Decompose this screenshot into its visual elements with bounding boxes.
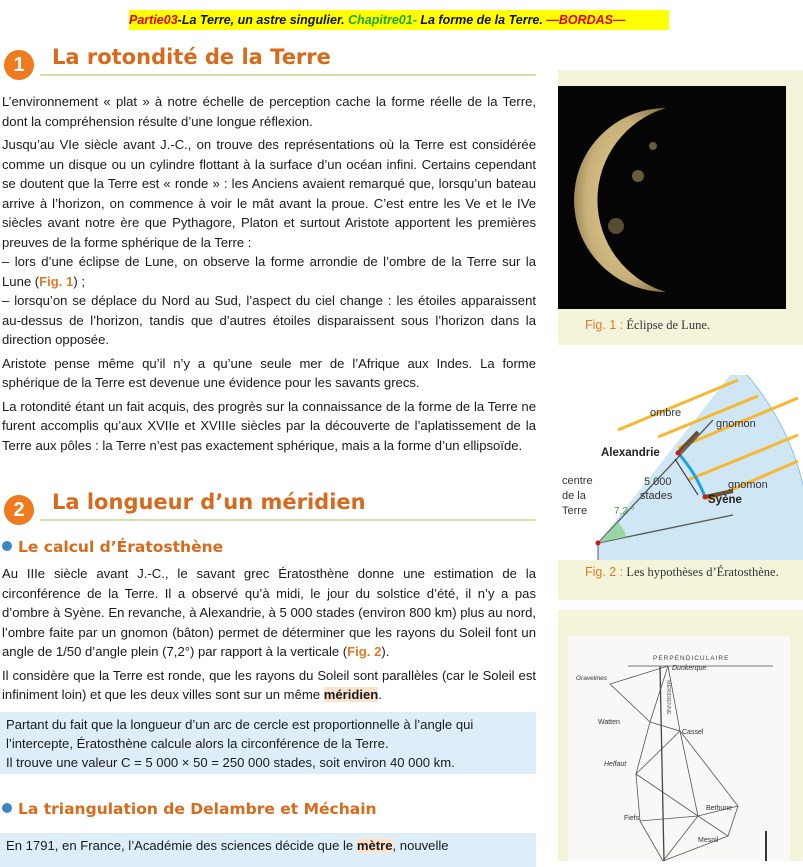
triangulation-map xyxy=(568,636,790,861)
section-1-title: La rotondité de la Terre xyxy=(52,45,331,69)
section-2-title: La longueur d’un méridien xyxy=(52,490,366,514)
bullet-icon xyxy=(2,541,12,551)
eratosthene-summary-box xyxy=(0,712,536,774)
section-1-rule xyxy=(40,74,536,76)
publisher: —BORDAS— xyxy=(546,13,626,27)
s2-p2-end: . xyxy=(378,687,382,702)
label-angle: 7,2 ° xyxy=(614,506,635,517)
fig2-caption-text: Les hypothèses d’Ératosthène. xyxy=(626,565,779,579)
fig1-reference[interactable]: Fig. 1 xyxy=(39,273,74,289)
section-2-number: 2 xyxy=(4,495,34,525)
label-gnomon-1: gnomon xyxy=(716,418,756,430)
label-fiefs: Fiefs xyxy=(624,815,640,822)
part-title: -La Terre, un astre singulier. xyxy=(177,13,345,27)
s1-paragraph-2b xyxy=(2,252,536,291)
eratosthene-diagram xyxy=(558,375,803,560)
label-gnomon-2: gnomon xyxy=(728,479,768,491)
fig1-caption xyxy=(585,318,710,333)
s2-p2-text: Il considère que la Terre est ronde, que les rayons du Soleil sont parallèles (car le Soleil est infiniment loin) et que les deux villes sont sur un même xyxy=(2,667,536,702)
label-cassel: Cassel xyxy=(682,729,704,736)
s2-p3-end: , nouvelle xyxy=(392,838,449,853)
subsection-triangulation xyxy=(2,800,377,818)
subsection-triangulation-title: La triangulation de Delambre et Méchain xyxy=(18,800,377,818)
s2-p3-text: En 1791, en France, l’Académie des sciences décide que le xyxy=(6,838,357,853)
fig1-caption-text: Éclipse de Lune. xyxy=(626,318,710,332)
fig2-caption xyxy=(585,565,779,580)
label-centre-3: Terre xyxy=(562,505,588,517)
section-2-body xyxy=(2,564,536,709)
label-mesnil: Mesnil xyxy=(698,837,719,844)
fig2-label: Fig. 2 : xyxy=(585,565,624,579)
s2-paragraph-2 xyxy=(2,666,536,705)
label-distance-2: stades xyxy=(640,490,673,502)
s1-eclipse-end: ) ; xyxy=(73,273,85,289)
s1-paragraph-2: Jusqu’au VIe siècle avant J.-C., on trouve des représentations où la Terre est considérée comme un disque ou un cylindre flottant à la surface d’un océan infini. Certains cependant se doutent que la Terre est « ronde » : les Anciens avaient remarqué que, lorsqu’un bateau arrive à l’horizon, on commence à voir le mât avant la proue. C’est entre les Ve et le IVe siècles avant notre ère que Pythagore, Platon et surtout Aristote apportent les premières preuves de la forme sphérique de la Terre : xyxy=(2,137,536,250)
section-2-rule xyxy=(40,519,536,521)
label-helfaut: Helfaut xyxy=(604,761,627,768)
label-meridienne: MERIDIENNE xyxy=(665,680,671,715)
label-distance-1: 5 000 xyxy=(644,476,672,488)
bullet-icon xyxy=(2,803,12,813)
part-number: Partie03 xyxy=(129,13,178,27)
label-watten: Watten xyxy=(598,719,620,726)
label-bethune: Bethune xyxy=(706,805,733,812)
label-centre-1: centre xyxy=(562,475,593,487)
s1-paragraph-3: Aristote pense même qu’il n’y a qu’une seule mer de l’Afrique aux Indes. La forme sphérique de la Terre est devenue une évidence pour les savants grecs. xyxy=(2,355,536,390)
section-1-number: 1 xyxy=(4,50,34,80)
label-perpendiculaire: PERPENDICULAIRE xyxy=(653,655,730,662)
label-alexandrie: Alexandrie xyxy=(601,447,660,459)
s1-paragraph-1: L’environnement « plat » à notre échelle de perception cache la forme réelle de la Terre, dont la compréhension résulte d’une longue réflexion. xyxy=(2,94,536,129)
s2-p1-end: ). xyxy=(381,644,390,659)
fig2-reference[interactable]: Fig. 2 xyxy=(347,644,382,659)
fig1-label: Fig. 1 : xyxy=(585,318,624,332)
label-syene: Syène xyxy=(708,494,742,506)
keyword-metre[interactable]: mètre xyxy=(356,838,393,853)
label-ombre: ombre xyxy=(650,407,682,419)
header-banner xyxy=(129,10,669,30)
summary-line-1: Partant du fait que la longueur d’un arc de cercle est proportionnelle à l’angle qui l’intercepte, Ératosthène calcule alors la circonférence de la Terre. xyxy=(6,717,474,751)
s2-paragraph-1 xyxy=(2,564,536,662)
summary-line-2: Il trouve une valeur C = 5 000 × 50 = 250 000 stades, soit environ 40 000 km. xyxy=(6,755,455,770)
chapter-number: Chapitre01- xyxy=(348,13,417,27)
section-1-body xyxy=(2,92,536,459)
subsection-eratosthene xyxy=(2,538,223,556)
label-dunkerque: Dunkerque xyxy=(672,665,707,672)
label-gravelines: Gravelines xyxy=(576,675,608,682)
chapter-title: La forme de la Terre. xyxy=(420,13,543,27)
subsection-eratosthene-title: Le calcul d’Ératosthène xyxy=(18,538,224,556)
s1-eclipse-text: – lors d’une éclipse de Lune, on observe la forme arrondie de l’ombre de la Terre sur la Lune ( xyxy=(2,254,536,289)
moon-eclipse-image xyxy=(558,86,786,309)
label-centre-2: de la xyxy=(562,490,586,502)
s2-p1-text: Au IIIe siècle avant J.-C., le savant grec Ératosthène donne une estimation de la circonférence de la Terre. Il a observé qu’à midi, le jour du solstice d’été, il n’y a pas d’ombre à Syène. En revanche, à Alexandrie, à 5 000 stades (environ 800 km) plus au nord, l’ombre faite par un gnomon (bâton) permet de déterminer que les rayons du Soleil font un angle de 1/50 d’angle plein (7,2°) par rapport à la verticale ( xyxy=(2,566,536,659)
triangulation-box xyxy=(0,833,536,867)
keyword-meridien[interactable]: méridien xyxy=(323,687,379,702)
s1-paragraph-2d: – lorsqu’on se déplace du Nord au Sud, l’aspect du ciel change : les étoiles apparaissent au-dessus de l’horizon, tandis que d’autres étoiles disparaissent sous l’horizon dans la direction opposée. xyxy=(2,293,536,347)
s1-paragraph-4: La rotondité étant un fait acquis, des progrès sur la connaissance de la forme de la Terre ne furent accomplis qu’aux XVIIe et XVIIIe siècles par la découverte de l’aplatissement de la Terre aux pôles : la Terre n’est pas exactement sphérique, mais a la forme d’un ellipsoïde. xyxy=(2,398,536,453)
